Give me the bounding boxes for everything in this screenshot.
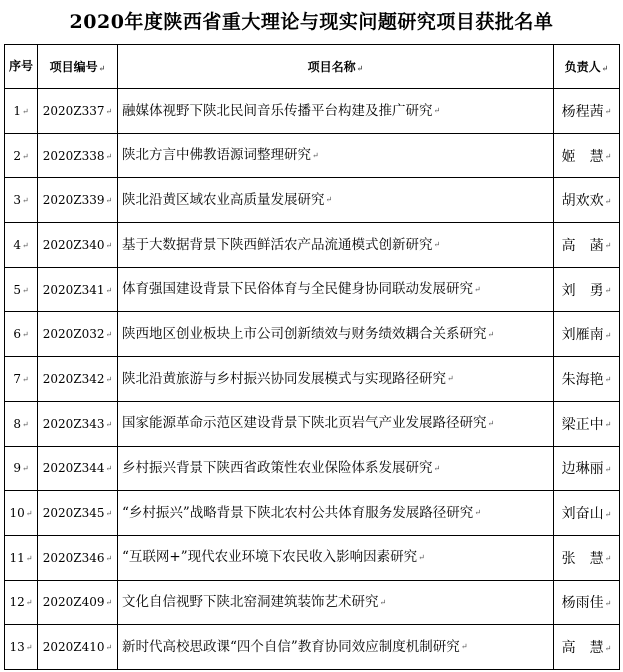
table-row (5, 446, 620, 491)
row-number: 9↵ (5, 446, 38, 491)
header-seq: 序号 (5, 45, 38, 89)
project-code: 2020Z032↵ (38, 312, 118, 357)
row-number: 1↵ (5, 89, 38, 134)
row-number: 10↵ (5, 491, 38, 536)
project-name: 基于大数据背景下陕西鲜活农产品流通模式创新研究↵ (118, 223, 554, 268)
table-row (5, 133, 620, 178)
project-leader: 刘雁南↵ (554, 312, 620, 357)
project-leader: 朱海艳↵ (554, 357, 620, 402)
row-number: 7↵ (5, 357, 38, 402)
project-code: 2020Z338↵ (38, 133, 118, 178)
project-code: 2020Z409↵ (38, 580, 118, 625)
project-leader: 高 慧↵ (554, 625, 620, 670)
project-leader: 姬 慧↵ (554, 133, 620, 178)
row-number: 13↵ (5, 625, 38, 670)
table-row (5, 267, 620, 312)
project-code: 2020Z339↵ (38, 178, 118, 223)
project-code: 2020Z341↵ (38, 267, 118, 312)
project-leader: 梁正中↵ (554, 401, 620, 446)
row-number: 4↵ (5, 223, 38, 268)
project-code: 2020Z342↵ (38, 357, 118, 402)
project-leader: 杨程茜↵ (554, 89, 620, 134)
project-code: 2020Z410↵ (38, 625, 118, 670)
header-code: 项目编号↵ (38, 45, 118, 89)
table-row (5, 580, 620, 625)
row-number: 5↵ (5, 267, 38, 312)
project-code: 2020Z343↵ (38, 401, 118, 446)
project-name: 新时代高校思政课“四个自信”教育协同效应制度机制研究↵ (118, 625, 554, 670)
row-number: 3↵ (5, 178, 38, 223)
project-name: 陕西地区创业板块上市公司创新绩效与财务绩效耦合关系研究↵ (118, 312, 554, 357)
project-leader: 胡欢欢↵ (554, 178, 620, 223)
row-number: 2↵ (5, 133, 38, 178)
project-name: 乡村振兴背景下陕西省政策性农业保险体系发展研究↵ (118, 446, 554, 491)
project-name: 融媒体视野下陕北民间音乐传播平台构建及推广研究↵ (118, 89, 554, 134)
table-row (5, 357, 620, 402)
table-row (5, 223, 620, 268)
table-row (5, 535, 620, 580)
document-title: 2020年度陕西省重大理论与现实问题研究项目获批名单 (69, 11, 554, 33)
project-leader: 杨雨佳↵ (554, 580, 620, 625)
table-row (5, 401, 620, 446)
project-code: 2020Z337↵ (38, 89, 118, 134)
project-name: “互联网+”现代农业环境下农民收入影响因素研究↵ (118, 535, 554, 580)
project-name: 陕北沿黄旅游与乡村振兴协同发展模式与实现路径研究↵ (118, 357, 554, 402)
table-row (5, 178, 620, 223)
project-name: 文化自信视野下陕北窑洞建筑装饰艺术研究↵ (118, 580, 554, 625)
project-name: “乡村振兴”战略背景下陕北农村公共体育服务发展路径研究↵ (118, 491, 554, 536)
project-name: 国家能源革命示范区建设背景下陕北页岩气产业发展路径研究↵ (118, 401, 554, 446)
table-row (5, 312, 620, 357)
table-header-row (5, 45, 620, 89)
project-leader: 张 慧↵ (554, 535, 620, 580)
project-leader: 高 菡↵ (554, 223, 620, 268)
table-row (5, 491, 620, 536)
project-code: 2020Z346↵ (38, 535, 118, 580)
header-name: 项目名称↵ (118, 45, 554, 89)
project-leader: 刘奋山↵ (554, 491, 620, 536)
project-leader: 边琳丽↵ (554, 446, 620, 491)
row-number: 8↵ (5, 401, 38, 446)
row-number: 12↵ (5, 580, 38, 625)
project-table (4, 44, 620, 670)
table-row (5, 89, 620, 134)
project-name: 陕北方言中佛教语源词整理研究↵ (118, 133, 554, 178)
project-name: 体育强国建设背景下民俗体育与全民健身协同联动发展研究↵ (118, 267, 554, 312)
table-row (5, 625, 620, 670)
project-code: 2020Z344↵ (38, 446, 118, 491)
project-name: 陕北沿黄区域农业高质量发展研究↵ (118, 178, 554, 223)
row-number: 6↵ (5, 312, 38, 357)
project-leader: 刘 勇↵ (554, 267, 620, 312)
row-number: 11↵ (5, 535, 38, 580)
project-code: 2020Z345↵ (38, 491, 118, 536)
header-person: 负责人↵ (554, 45, 620, 89)
project-code: 2020Z340↵ (38, 223, 118, 268)
